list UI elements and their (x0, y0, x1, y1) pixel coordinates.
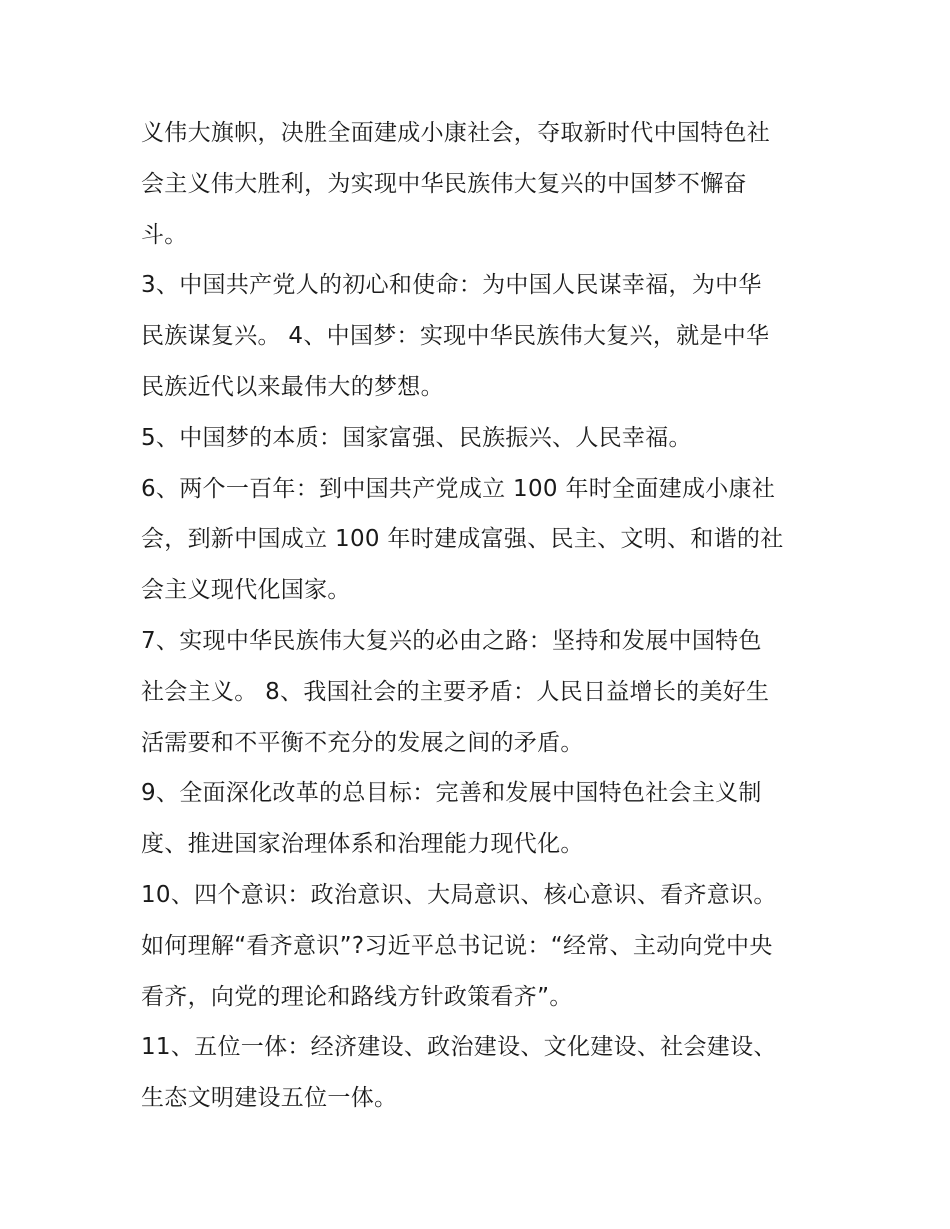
document-body (141, 108, 816, 1124)
paragraph-item-5 (141, 413, 816, 464)
text-line: 斗。 (141, 221, 188, 248)
text-line: 5、中国梦的本质：国家富强、民族振兴、人民幸福。 (141, 424, 692, 451)
paragraph-item-9 (141, 768, 816, 870)
text-line: 7、实现中华民族伟大复兴的必由之路：坚持和发展中国特色 (141, 627, 762, 654)
text-line: 9、全面深化改革的总目标：完善和发展中国特色社会主义制 (141, 780, 762, 807)
text-line: 社会主义。 8、我国社会的主要矛盾：人民日益增长的美好生 (141, 678, 770, 705)
paragraph-item-11 (141, 1022, 816, 1124)
text-line: 生态文明建设五位一体。 (141, 1085, 398, 1112)
text-line: 会主义伟大胜利，为实现中华民族伟大复兴的中国梦不懈奋 (141, 170, 747, 197)
paragraph-item-6 (141, 464, 816, 616)
text-line: 民族近代以来最伟大的梦想。 (141, 373, 444, 400)
text-line: 10、四个意识：政治意识、大局意识、核心意识、看齐意识。 (141, 881, 777, 908)
paragraph-item-3-4 (141, 260, 816, 412)
text-line: 活需要和不平衡不充分的发展之间的矛盾。 (141, 729, 584, 756)
text-line: 会，到新中国成立 100 年时建成富强、民主、文明、和谐的社 (141, 526, 784, 553)
paragraph-intro-continuation (141, 108, 816, 260)
text-line: 6、两个一百年：到中国共产党成立 100 年时全面建成小康社 (141, 475, 776, 502)
text-line: 如何理解“看齐意识”?习近平总书记说：“经常、主动向党中央 (141, 932, 773, 959)
text-line: 11、五位一体：经济建设、政治建设、文化建设、社会建设、 (141, 1034, 777, 1061)
paragraph-item-7-8 (141, 616, 816, 768)
text-line: 看齐，向党的理论和路线方针政策看齐”。 (141, 983, 573, 1010)
paragraph-item-10 (141, 870, 816, 1022)
text-line: 会主义现代化国家。 (141, 577, 351, 604)
text-line: 度、推进国家治理体系和治理能力现代化。 (141, 831, 584, 858)
text-line: 3、中国共产党人的初心和使命：为中国人民谋幸福，为中华 (141, 272, 762, 299)
text-line: 民族谋复兴。 4、中国梦：实现中华民族伟大复兴，就是中华 (141, 323, 770, 350)
text-line: 义伟大旗帜，决胜全面建成小康社会，夺取新时代中国特色社 (141, 120, 771, 146)
